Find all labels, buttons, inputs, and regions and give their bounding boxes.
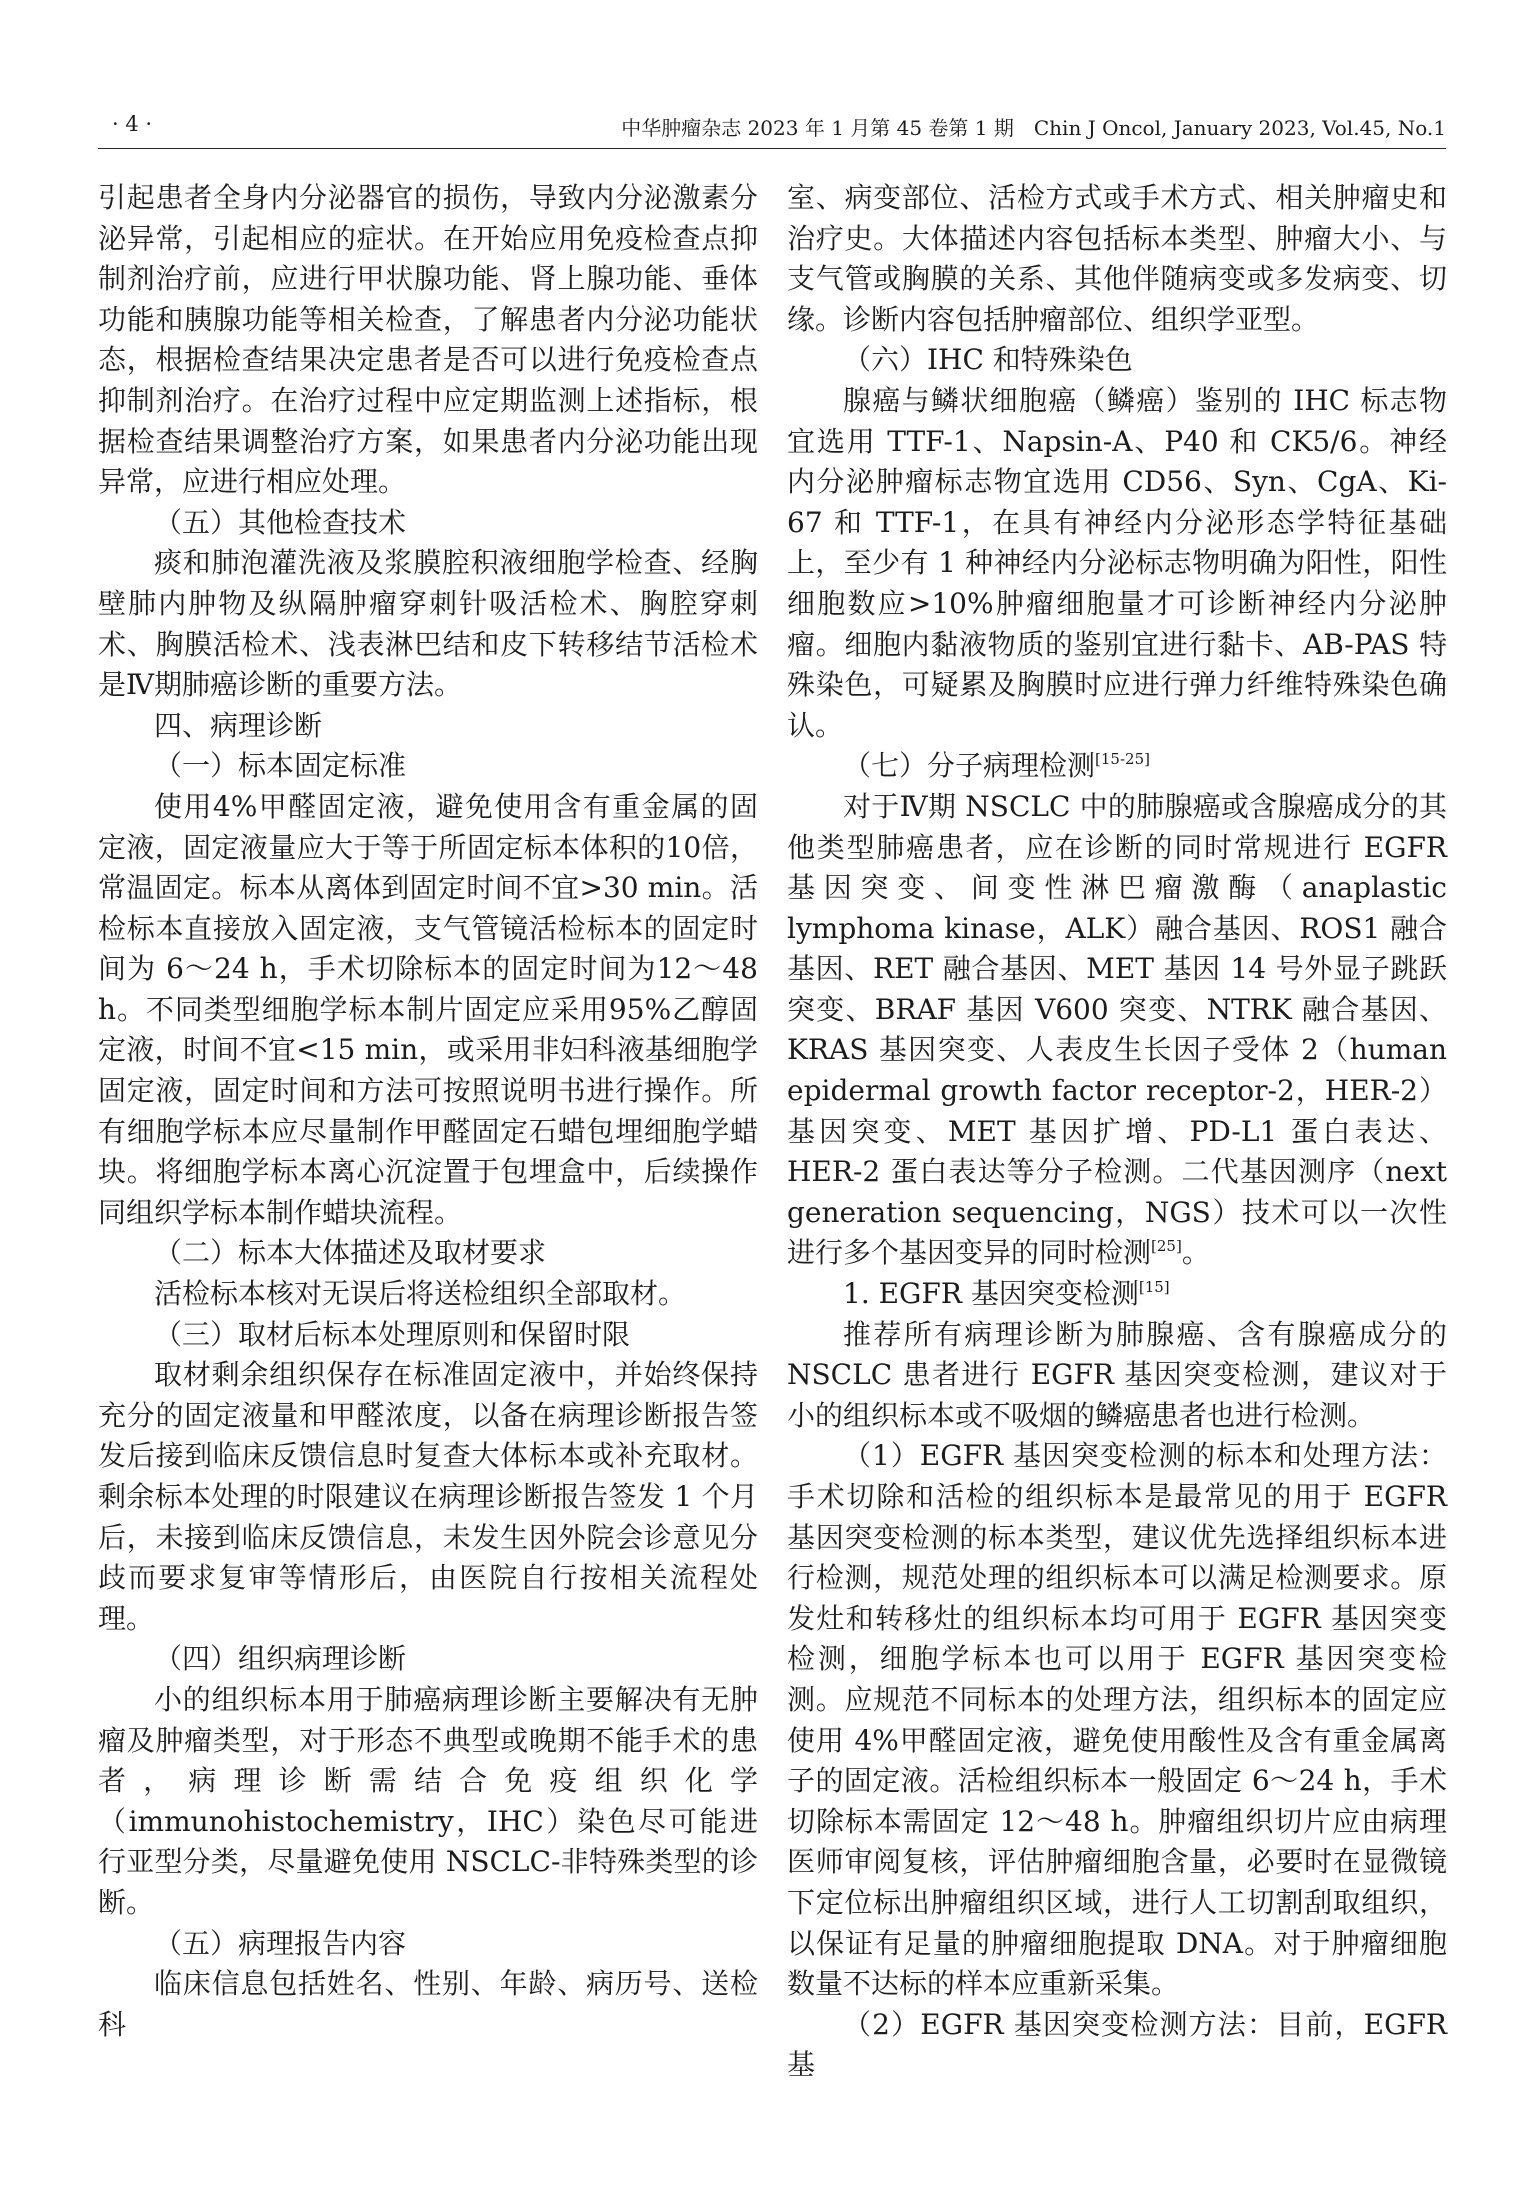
heading-other-techniques: （五）其他检查技术	[154, 505, 407, 539]
heading-molecular-pathology-text: （七）分子病理检测	[843, 749, 1096, 783]
paragraph-endocrine-continued: 引起患者全身内分泌器官的损伤，导致内分泌激素分泌异常，引起相应的症状。在开始应用免疫检查点抑制剂治疗前，应进行甲状腺功能、肾上腺功能、垂体功能和胰腺功能等相关检查，了解患者内分泌功能状态，根据检查结果决定患者是否可以进行免疫检查点抑制剂治疗。在治疗过程中应定期监测上述指标，根据检查结果调整治疗方案，如果患者内分泌功能出现异常，应进行相应处理。	[98, 181, 758, 499]
running-header	[98, 108, 1446, 149]
paragraph-report-content-start: 临床信息包括姓名、性别、年龄、病历号、送检科	[98, 1967, 758, 2041]
heading-molecular-pathology	[787, 746, 1447, 787]
paragraph-egfr-specimen: （1）EGFR 基因突变检测的标本和处理方法：手术切除和活检的组织标本是最常见的用于 EGFR 基因突变检测的标本类型，建议优先选择组织标本进行检测，规范处理的组织标本可以满足检测要求。原发灶和转移灶的组织标本均可用于 EGFR 基因突变检测，细胞学标本也可以用于 EGFR 基因突变检测。应规范不同标本的处理方法，组织标本的固定应使用 4%甲醛固定液，避免使用酸性及含有重金属离子的固定液。活检组织标本一般固定 6～24 h，手术切除标本需固定 12～48 h。肿瘤组织切片应由病理医师审阅复核，评估肿瘤细胞含量，必要时在显微镜下定位标出肿瘤组织区域，进行人工切割刮取组织，以保证有足量的肿瘤细胞提取 DNA。对于肿瘤细胞数量不达标的样本应重新采集。	[787, 1439, 1447, 2001]
paragraph-report-content-continued: 室、病变部位、活检方式或手术方式、相关肿瘤史和治疗史。大体描述内容包括标本类型、肿瘤大小、与支气管或胸膜的关系、其他伴随病变或多发病变、切缘。诊断内容包括肿瘤部位、组织学亚型。	[787, 181, 1447, 336]
paragraph-other-techniques: 痰和肺泡灌洗液及浆膜腔积液细胞学检查、经胸壁肺内肿物及纵隔肿瘤穿刺针吸活检术、胸腔穿刺术、胸膜活检术、浅表淋巴结和皮下转移结节活检术是Ⅳ期肺癌诊断的重要方法。	[98, 546, 758, 702]
heading-egfr-mutation-text: 1. EGFR 基因突变检测	[843, 1277, 1139, 1311]
heading-pathology-diagnosis: 四、病理诊断	[154, 708, 323, 742]
heading-egfr-mutation	[787, 1274, 1447, 1315]
heading-ihc-staining: （六）IHC 和特殊染色	[843, 343, 1133, 377]
paragraph-histopathology: 小的组织标本用于肺癌病理诊断主要解决有无肿瘤及肿瘤类型，对于形态不典型或晚期不能手术的患者，病理诊断需结合免疫组织化学（immunohistochemistry，IHC）染色尽可能进行亚型分类，尽量避免使用 NSCLC-非特殊类型的诊断。	[98, 1682, 758, 1919]
paragraph-molecular-pathology-end: 。	[1181, 1236, 1210, 1270]
paragraph-egfr-recommendation: 推荐所有病理诊断为肺腺癌、含有腺癌成分的 NSCLC 患者进行 EGFR 基因突变检测，建议对于小的组织标本或不吸烟的鳞癌患者也进行检测。	[787, 1317, 1447, 1432]
heading-report-content: （五）病理报告内容	[154, 1926, 407, 1960]
paragraph-ihc-staining: 腺癌与鳞状细胞癌（鳞癌）鉴别的 IHC 标志物宜选用 TTF-1、Napsin-A、P40 和 CK5/6。神经内分泌肿瘤标志物宜选用 CD56、Syn、CgA、Ki-67 和 TTF-1，在具有神经内分泌形态学特征基础上，至少有 1 种神经内分泌标志物明确为阳性，阳性细胞数应>10%肿瘤细胞量才可诊断神经内分泌肿瘤。细胞内黏液物质的鉴别宜进行黏卡、AB-PAS 特殊染色，可疑累及胸膜时应进行弹力纤维特殊染色确认。	[787, 383, 1447, 742]
heading-gross-description: （二）标本大体描述及取材要求	[154, 1236, 547, 1270]
heading-specimen-retention: （三）取材后标本处理原则和保留时限	[154, 1317, 631, 1351]
heading-fixation-standard: （一）标本固定标准	[154, 749, 407, 783]
heading-histopathology: （四）组织病理诊断	[154, 1642, 407, 1676]
right-column	[787, 178, 1447, 2086]
paragraph-specimen-retention: 取材剩余组织保存在标准固定液中，并始终保持充分的固定液量和甲醛浓度，以备在病理诊断报告签发后接到临床反馈信息时复查大体标本或补充取材。剩余标本处理的时限建议在病理诊断报告签发 1 个月后，未接到临床反馈信息，未发生因外院会诊意见分歧而要求复审等情形后，由医院自行按相关流程处理。	[98, 1358, 758, 1635]
journal-citation: 中华肿瘤杂志 2023 年 1 月第 45 卷第 1 期 Chin J Oncol, January 2023, Vol.45, No.1	[621, 116, 1446, 140]
citation-15-25: [15-25]	[1095, 750, 1150, 769]
page-number: · 4 ·	[112, 112, 153, 136]
paragraph-molecular-pathology	[787, 787, 1447, 1274]
left-column	[98, 178, 758, 2045]
paragraph-gross-description: 活检标本核对无误后将送检组织全部取材。	[154, 1277, 687, 1311]
paragraph-fixation-standard: 使用4%甲醛固定液，避免使用含有重金属的固定液，固定液量应大于等于所固定标本体积的10倍，常温固定。标本从离体到固定时间不宜>30 min。活检标本直接放入固定液，支气管镜活检标本的固定时间为 6～24 h，手术切除标本的固定时间为12～48 h。不同类型细胞学标本制片固定应采用95%乙醇固定液，时间不宜<15 min，或采用非妇科液基细胞学固定液，固定时间和方法可按照说明书进行操作。所有细胞学标本应尽量制作甲醛固定石蜡包埋细胞学蜡块。将细胞学标本离心沉淀置于包埋盒中，后续操作同组织学标本制作蜡块流程。	[98, 789, 758, 1229]
citation-25: [25]	[1151, 1237, 1182, 1256]
paragraph-molecular-pathology-text: 对于Ⅳ期 NSCLC 中的肺腺癌或含腺癌成分的其他类型肺癌患者，应在诊断的同时常规进行 EGFR 基因突变、间变性淋巴瘤激酶（anaplastic lymphoma kinase，ALK）融合基因、ROS1 融合基因、RET 融合基因、MET 基因 14 号外显子跳跃突变、BRAF 基因 V600 突变、NTRK 融合基因、KRAS 基因突变、人表皮生长因子受体 2（human epidermal growth factor receptor-2，HER-2）基因突变、MET 基因扩增、PD-L1 蛋白表达、HER-2 蛋白表达等分子检测。二代基因测序（next generation sequencing，NGS）技术可以一次性进行多个基因变异的同时检测	[787, 789, 1447, 1270]
paragraph-egfr-method: （2）EGFR 基因突变检测方法：目前，EGFR 基	[787, 2007, 1447, 2082]
citation-15: [15]	[1138, 1278, 1170, 1297]
